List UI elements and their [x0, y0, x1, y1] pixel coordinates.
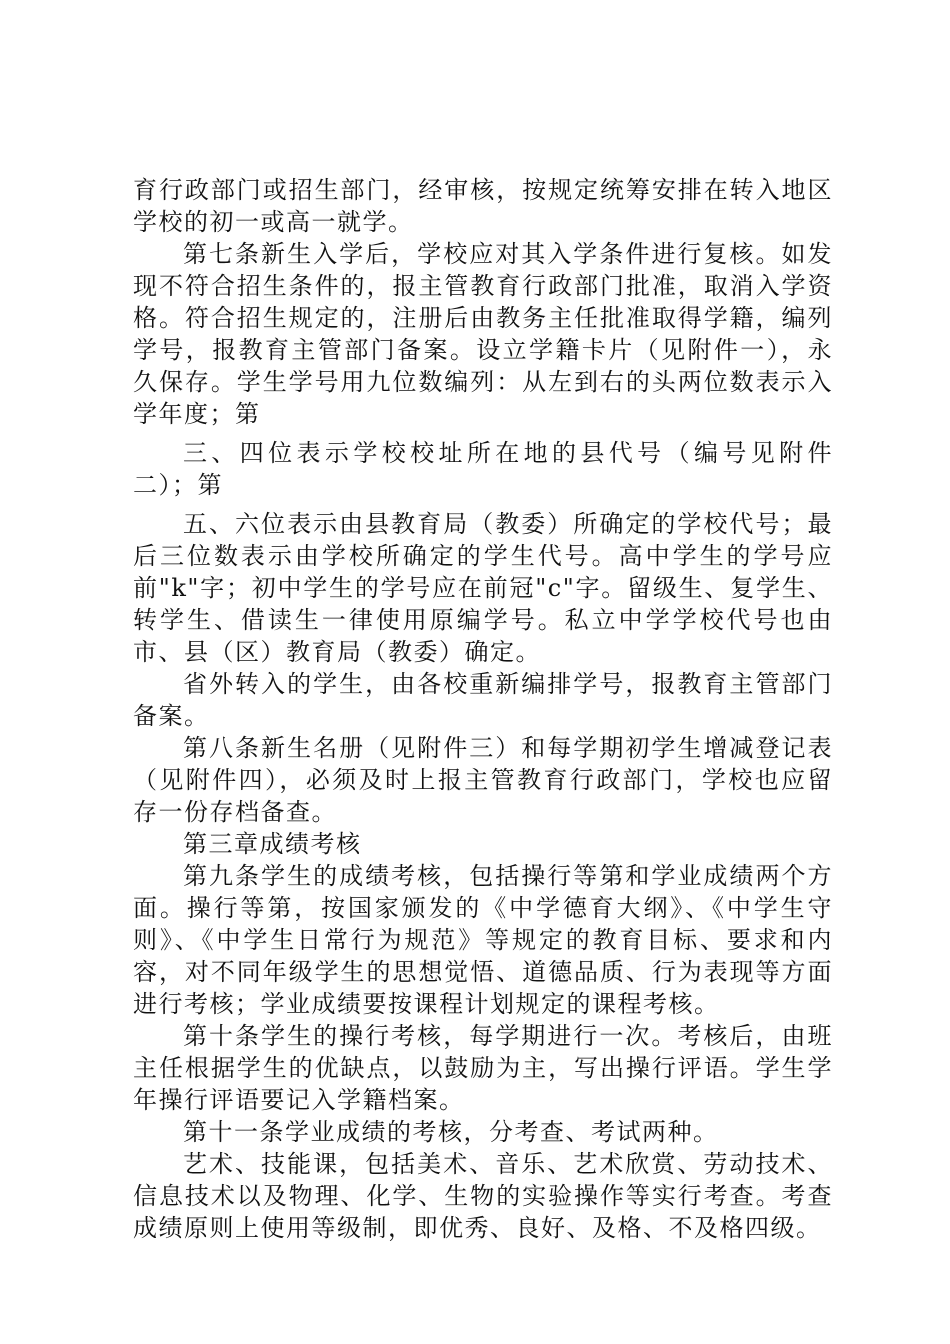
paragraph-article-9: 第九条学生的成绩考核，包括操行等第和学业成绩两个方面。操行等第，按国家颁发的《中学德育大纲》、《中学生守则》、《中学生日常行为规范》等规定的教育目标、要求和内容，对不同年级学生的思想觉悟、道德品质、行为表现等方面进行考核；学业成绩要按课程计划规定的课程考核。 [133, 862, 833, 1018]
paragraph-article-7-digits-5-6: 五、六位表示由县教育局（教委）所确定的学校代号；最后三位数表示由学校所确定的学生代号。高中学生的学号应前"k"字；初中学生的学号应在前冠"c"字。留级生、复学生、转学生、借读生一律使用原编学号。私立中学学校代号也由市、县（区）教育局（教委）确定。 [133, 510, 833, 666]
paragraph-article-11: 第十一条学业成绩的考核，分考查、考试两种。 [183, 1118, 719, 1146]
paragraph-article-7-out-of-province: 省外转入的学生，由各校重新编排学号，报教育主管部门备案。 [133, 670, 833, 730]
chapter-heading: 第三章成绩考核 [183, 830, 362, 858]
paragraph-article-10: 第十条学生的操行考核，每学期进行一次。考核后，由班主任根据学生的优缺点，以鼓励为主，写出操行评语。学生学年操行评语要记入学籍档案。 [133, 1022, 833, 1114]
paragraph-continued: 育行政部门或招生部门，经审核，按规定统筹安排在转入地区学校的初一或高一就学。 [133, 176, 833, 236]
paragraph-article-8: 第八条新生名册（见附件三）和每学期初学生增减登记表（见附件四），必须及时上报主管教育行政部门，学校也应留存一份存档备查。 [133, 734, 833, 826]
paragraph-article-11-assessment: 艺术、技能课，包括美术、音乐、艺术欣赏、劳动技术、信息技术以及物理、化学、生物的实验操作等实行考查。考查成绩原则上使用等级制，即优秀、良好、及格、不及格四级。 [133, 1150, 833, 1242]
paragraph-article-7: 第七条新生入学后，学校应对其入学条件进行复核。如发现不符合招生条件的，报主管教育行政部门批准，取消入学资格。符合招生规定的，注册后由教务主任批准取得学籍，编列学号，报教育主管部门备案。设立学籍卡片（见附件一），永久保存。学生学号用九位数编列：从左到右的头两位数表示入学年度；第 [133, 240, 833, 428]
document-body [133, 174, 833, 1244]
paragraph-article-7-digits-3-4: 三、四位表示学校校址所在地的县代号（编号见附件二）；第 [133, 439, 833, 499]
